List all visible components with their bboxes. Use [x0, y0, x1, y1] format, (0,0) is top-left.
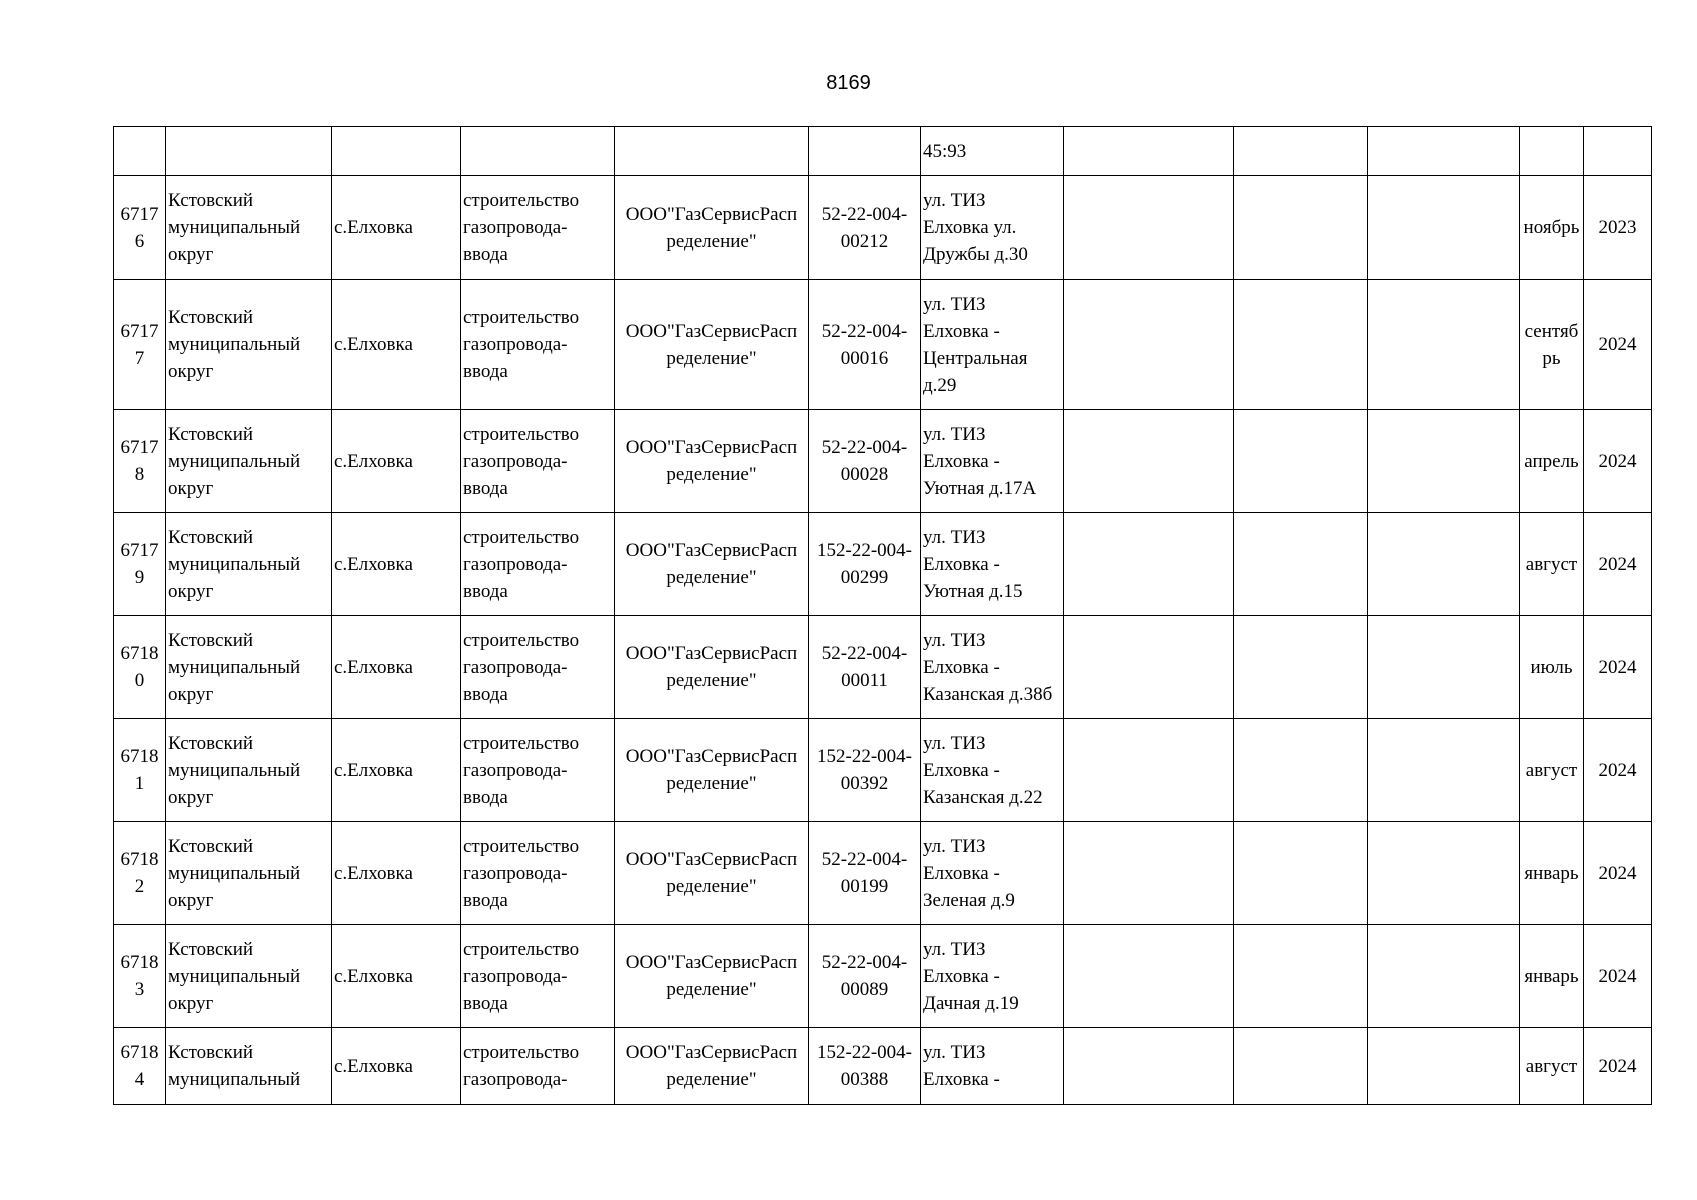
cell-empty: [1064, 127, 1234, 176]
cell-code: 152-22-004- 00299: [809, 513, 921, 616]
cell-organization: ООО"ГазСервисРасп ределение": [615, 719, 809, 822]
cell-district: Кстовский муниципальный округ: [166, 822, 332, 925]
cell-month: сентяб рь: [1520, 280, 1584, 410]
cell-address: ул. ТИЗ Елховка - Центральная д.29: [921, 280, 1064, 410]
cell-district: Кстовский муниципальный округ: [166, 176, 332, 280]
cell-empty: [1368, 280, 1520, 410]
table-row: [114, 280, 1652, 410]
cell-empty: [1584, 127, 1652, 176]
cell-month: апрель: [1520, 410, 1584, 513]
cell-empty: [615, 127, 809, 176]
cell-empty: [1368, 513, 1520, 616]
cell-month: август: [1520, 719, 1584, 822]
cell-address: ул. ТИЗ Елховка ул. Дружбы д.30: [921, 176, 1064, 280]
cell-empty: [1234, 616, 1368, 719]
cell-district: Кстовский муниципальный округ: [166, 513, 332, 616]
cell-year: 2024: [1584, 410, 1652, 513]
cell-empty: [1064, 513, 1234, 616]
cell-work-type: строительство газопровода- ввода: [461, 925, 615, 1028]
cell-settlement: с.Елховка: [332, 410, 461, 513]
cell-row-number: 6717 8: [114, 410, 166, 513]
cell-address: ул. ТИЗ Елховка - Казанская д.38б: [921, 616, 1064, 719]
cell-month: ноябрь: [1520, 176, 1584, 280]
table-row: [114, 513, 1652, 616]
cell-work-type: строительство газопровода- ввода: [461, 280, 615, 410]
cell-empty: [1234, 176, 1368, 280]
cell-empty: [1064, 616, 1234, 719]
cell-empty: [1064, 822, 1234, 925]
cell-empty: [1234, 1028, 1368, 1105]
cell-settlement: с.Елховка: [332, 616, 461, 719]
table-row-continuation: [114, 127, 1652, 176]
cell-row-number: 6718 1: [114, 719, 166, 822]
cell-settlement: с.Елховка: [332, 280, 461, 410]
cell-work-type: строительство газопровода-: [461, 1028, 615, 1105]
cell-empty: [1368, 1028, 1520, 1105]
cell-settlement: с.Елховка: [332, 719, 461, 822]
cell-code: 52-22-004- 00089: [809, 925, 921, 1028]
cell-empty: [114, 127, 166, 176]
cell-empty: [1368, 925, 1520, 1028]
cell-code: 152-22-004- 00392: [809, 719, 921, 822]
cell-year: 2024: [1584, 513, 1652, 616]
cell-code: 52-22-004- 00011: [809, 616, 921, 719]
cell-address: ул. ТИЗ Елховка - Казанская д.22: [921, 719, 1064, 822]
table-row: [114, 925, 1652, 1028]
cell-empty: [1064, 176, 1234, 280]
cell-empty: [1368, 176, 1520, 280]
cell-year: 2024: [1584, 616, 1652, 719]
cell-organization: ООО"ГазСервисРасп ределение": [615, 822, 809, 925]
cell-empty: [1064, 280, 1234, 410]
cell-row-number: 6717 9: [114, 513, 166, 616]
cell-code: 52-22-004- 00212: [809, 176, 921, 280]
cell-empty: [1064, 925, 1234, 1028]
cell-year: 2024: [1584, 719, 1652, 822]
cell-organization: ООО"ГазСервисРасп ределение": [615, 280, 809, 410]
cell-organization: ООО"ГазСервисРасп ределение": [615, 1028, 809, 1105]
cell-month: январь: [1520, 822, 1584, 925]
cell-row-number: 6717 7: [114, 280, 166, 410]
cell-code: 52-22-004- 00199: [809, 822, 921, 925]
cell-organization: ООО"ГазСервисРасп ределение": [615, 410, 809, 513]
table-row: [114, 410, 1652, 513]
cell-organization: ООО"ГазСервисРасп ределение": [615, 176, 809, 280]
table-row: [114, 719, 1652, 822]
cell-organization: ООО"ГазСервисРасп ределение": [615, 925, 809, 1028]
cell-month: август: [1520, 513, 1584, 616]
cell-empty: [1234, 925, 1368, 1028]
cell-settlement: с.Елховка: [332, 176, 461, 280]
cell-organization: ООО"ГазСервисРасп ределение": [615, 513, 809, 616]
cell-empty: [1064, 719, 1234, 822]
cell-code: 52-22-004- 00028: [809, 410, 921, 513]
cell-district: Кстовский муниципальный округ: [166, 719, 332, 822]
cell-district: Кстовский муниципальный округ: [166, 280, 332, 410]
cell-district: Кстовский муниципальный округ: [166, 410, 332, 513]
cell-empty: [1064, 1028, 1234, 1105]
cell-empty: [1234, 822, 1368, 925]
cell-year: 2024: [1584, 1028, 1652, 1105]
cell-year: 2023: [1584, 176, 1652, 280]
cell-empty: [1368, 616, 1520, 719]
table-row: [114, 616, 1652, 719]
cell-settlement: с.Елховка: [332, 822, 461, 925]
cell-address: ул. ТИЗ Елховка - Уютная д.17А: [921, 410, 1064, 513]
cell-empty: [1368, 822, 1520, 925]
cell-year: 2024: [1584, 822, 1652, 925]
cell-year: 2024: [1584, 280, 1652, 410]
cell-work-type: строительство газопровода- ввода: [461, 410, 615, 513]
page-number: 8169: [826, 72, 871, 94]
cell-settlement: с.Елховка: [332, 513, 461, 616]
cell-settlement: с.Елховка: [332, 1028, 461, 1105]
cell-address: ул. ТИЗ Елховка - Зеленая д.9: [921, 822, 1064, 925]
table-row: [114, 1028, 1652, 1105]
cell-month: август: [1520, 1028, 1584, 1105]
cell-empty: [1368, 410, 1520, 513]
cell-work-type: строительство газопровода- ввода: [461, 176, 615, 280]
cell-empty: [166, 127, 332, 176]
cell-empty: [1234, 280, 1368, 410]
cell-row-number: 6718 0: [114, 616, 166, 719]
cell-settlement: с.Елховка: [332, 925, 461, 1028]
table-row: [114, 176, 1652, 280]
cell-district: Кстовский муниципальный округ: [166, 616, 332, 719]
cell-empty: [1234, 513, 1368, 616]
cell-empty: [1234, 410, 1368, 513]
cell-work-type: строительство газопровода- ввода: [461, 719, 615, 822]
table-row: [114, 822, 1652, 925]
cell-code: 152-22-004- 00388: [809, 1028, 921, 1105]
cell-work-type: строительство газопровода- ввода: [461, 513, 615, 616]
cell-year: 2024: [1584, 925, 1652, 1028]
cell-empty: [1368, 127, 1520, 176]
cell-address: 45:93: [921, 127, 1064, 176]
cell-organization: ООО"ГазСервисРасп ределение": [615, 616, 809, 719]
cell-address: ул. ТИЗ Елховка -: [921, 1028, 1064, 1105]
cell-row-number: 6718 2: [114, 822, 166, 925]
cell-address: ул. ТИЗ Елховка - Дачная д.19: [921, 925, 1064, 1028]
cell-empty: [332, 127, 461, 176]
cell-empty: [809, 127, 921, 176]
cell-work-type: строительство газопровода- ввода: [461, 822, 615, 925]
cell-work-type: строительство газопровода- ввода: [461, 616, 615, 719]
cell-empty: [461, 127, 615, 176]
table-body: [114, 127, 1652, 1105]
cell-empty: [1520, 127, 1584, 176]
cell-empty: [1368, 719, 1520, 822]
cell-empty: [1234, 127, 1368, 176]
cell-month: январь: [1520, 925, 1584, 1028]
cell-code: 52-22-004- 00016: [809, 280, 921, 410]
cell-row-number: 6718 4: [114, 1028, 166, 1105]
cell-district: Кстовский муниципальный: [166, 1028, 332, 1105]
cell-empty: [1064, 410, 1234, 513]
cell-address: ул. ТИЗ Елховка - Уютная д.15: [921, 513, 1064, 616]
registry-table: [113, 126, 1652, 1105]
cell-row-number: 6718 3: [114, 925, 166, 1028]
cell-empty: [1234, 719, 1368, 822]
cell-month: июль: [1520, 616, 1584, 719]
cell-district: Кстовский муниципальный округ: [166, 925, 332, 1028]
cell-row-number: 6717 6: [114, 176, 166, 280]
